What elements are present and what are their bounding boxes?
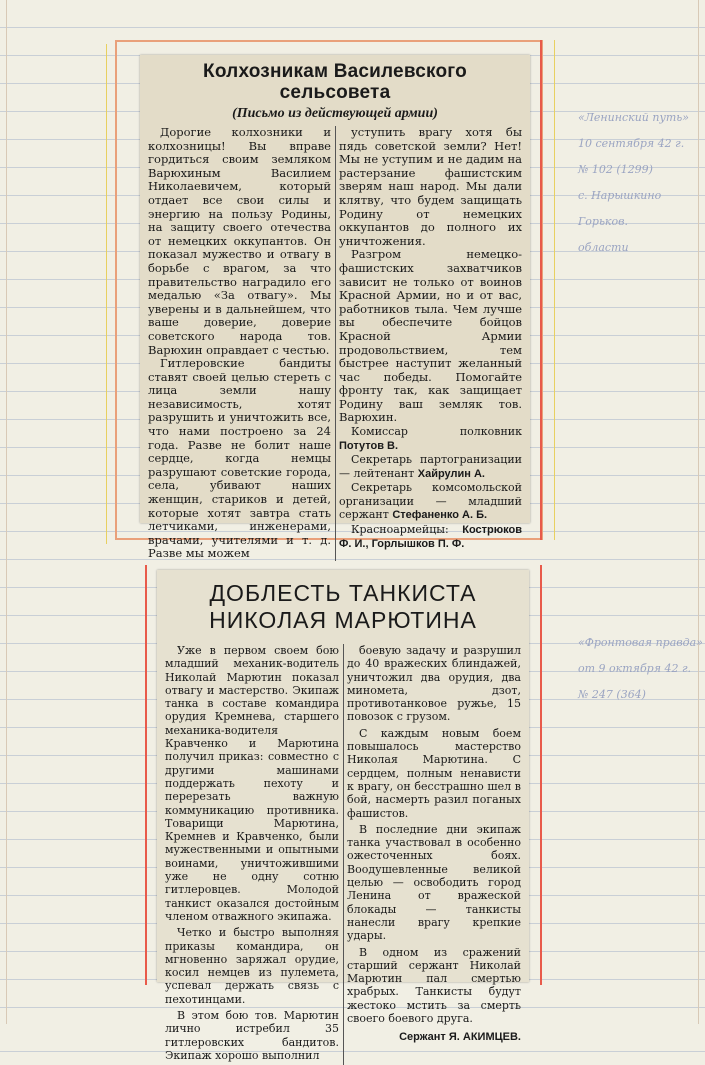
signature-role: Секретарь партогранизации — лейтенант <box>339 453 522 480</box>
article-paragraph: боевую задачу и разрушил до 40 вражеских блиндажей, уничтожил два орудия, два миномета, дзот, противотанковое ружье, 15 повозок с грузом. <box>347 644 521 724</box>
article-paragraph: С каждым новым боем повышалось мастерство Николая Марютина. С сердцем, полным ненависти к врагу, он бесстрашно шел в бой, насмерть разил поганых фашистов. <box>347 726 521 820</box>
signature-name: Кострюков Ф. И., Горлышков П. Ф. <box>339 523 522 551</box>
signature-name: Потутов В. <box>339 439 399 452</box>
signature-line <box>339 453 522 481</box>
column-divider <box>343 644 344 1065</box>
note-line: области <box>578 241 629 254</box>
article-paragraph: Уже в первом своем бою младший механик-водитель Николай Марютин показал отвагу и мастерство. Экипаж танка в составе командира орудия Кремнева, старшего механика-водителя Кравченко и Марютина получил приказ: совместно с другими машинами поддержать пехоту и перерезать важную коммуникацию противника. Товарищи Марютина, Кремнев и Кравченко, были мужественными и опытными воинами, уничтожившими уже не одну сотню гитлеровцев. Молодой танкист оказался достойным членом отважного экипажа. <box>165 644 339 923</box>
note-line: «Ленинский путь» <box>578 111 690 124</box>
signature-line <box>339 523 522 552</box>
article-column-left <box>165 644 339 1065</box>
article-columns <box>165 644 521 1065</box>
article-paragraph: Дорогие колхозники и колхозницы! Вы вправе гордиться своим земляком Варюхиным Василием Николаевичем, который отдает все свои силы и энергию на пользу Родины, на защиту своего отечества от немецких оккупантов. Он показал мужество и отвагу в борьбе с врагом, за что правительство наградило его медалью «За отвагу». Мы уверены и в дальнейшем, что ваше доверие, доверие советского народа тов. Варюхин оправдает с честью. <box>148 125 331 357</box>
signature-name: Стефаненко А. Б. <box>392 509 488 522</box>
note-line: от 9 октября 42 г. <box>578 662 692 675</box>
article-paragraph: Гитлеровские бандиты ставят своей целью стереть с лица земли нашу независимость, хотят разрушить и уничтожить все, что нами построено за 24 года. Разве не болит наше сердце, когда немцы разрушают советские города, села, убивают наших женщин, стариков и детей, которые хотят завтра стать летчиками, инженерами, врачами, учителями и т. д. Разве мы можем <box>148 356 331 561</box>
clipping-title: Колхозникам Василевского сельсовета <box>203 61 467 103</box>
note-line: № 247 (364) <box>578 688 646 701</box>
article-paragraph: В последние дни экипаж танка участвовал в особенно ожесточенных боях. Воодушевленные великой целью — освободить город Ленина от вражеской блокады — танкисты нанесли врагу крепкие удары. <box>347 822 521 943</box>
article-author: Сержант Я. АКИМЦЕВ. <box>399 1031 521 1044</box>
handwritten-source-note <box>578 105 703 261</box>
clipping-subtitle: (Письмо из действующей армии) <box>232 106 438 121</box>
margin-line <box>6 0 7 1024</box>
article-column-left <box>148 126 331 561</box>
signature-role: Секретарь комсомольской организации — младший сержант <box>339 481 522 522</box>
newspaper-clipping-tankman <box>157 570 529 1062</box>
signature-line <box>339 481 522 523</box>
article-paragraph: В одном из сражений старший сержант Николай Марютин пал смертью храбрых. Танкисты будут жестоко мстить за смерть своего боевого друга. <box>347 945 521 1026</box>
title-line: НИКОЛАЯ МАРЮТИНА <box>209 607 477 633</box>
note-line: № 102 (1299) <box>578 163 653 176</box>
pencil-line <box>540 565 542 985</box>
pencil-line <box>106 44 107 544</box>
signature-role: Комиссар полковник <box>351 425 522 439</box>
clipping-title <box>165 580 521 634</box>
pencil-line <box>145 565 147 985</box>
newspaper-clipping-letter <box>140 55 530 561</box>
article-paragraph: В этом бою тов. Марютин лично истребил 35 гитлеровских бандитов. Экипаж хорошо выполнил <box>165 1009 339 1062</box>
article-paragraph: Разгром немецко-фашистских захватчиков зависит не только от воинов Красной Армии, но и от вас, работников тыла. Чем лучше вы обеспечите бойцов Красной Армии продовольствием, тем быстрее наступит желанный час победы. Помогайте фронту так, как защищает Родину ваш земляк тов. Варюхин. <box>339 247 522 425</box>
title-line: ДОБЛЕСТЬ ТАНКИСТА <box>209 580 477 606</box>
article-paragraph: уступить врагу хотя бы пядь советской земли? Нет! Мы не уступим и не дадим на растерзание фашистским зверям наш народ. Мы дали клятву, что будем защищать Родину от немецких оккупантов до полного их уничтожения. <box>339 125 522 248</box>
note-line: «Фронтовая правда» <box>578 636 703 649</box>
note-line: 10 сентября 42 г. <box>578 137 685 150</box>
article-column-right <box>339 126 522 561</box>
pencil-line <box>540 40 542 540</box>
pencil-line <box>554 40 555 540</box>
note-line: с. Нарышкино Горьков. <box>578 189 662 228</box>
article-column-right <box>347 644 521 1065</box>
signature-line <box>339 425 522 453</box>
article-columns <box>148 126 522 561</box>
article-paragraph: Четко и быстро выполняя приказы командира, он мгновенно заряжал орудие, косил немцев из пулемета, успевал держать связь с пехотинцами. <box>165 926 339 1006</box>
signature-role: Красноармейцы: <box>351 522 449 536</box>
handwritten-source-note <box>578 630 703 708</box>
column-divider <box>335 126 336 561</box>
signature-name: Хайрулин А. <box>417 467 485 480</box>
signature-block <box>339 425 522 552</box>
